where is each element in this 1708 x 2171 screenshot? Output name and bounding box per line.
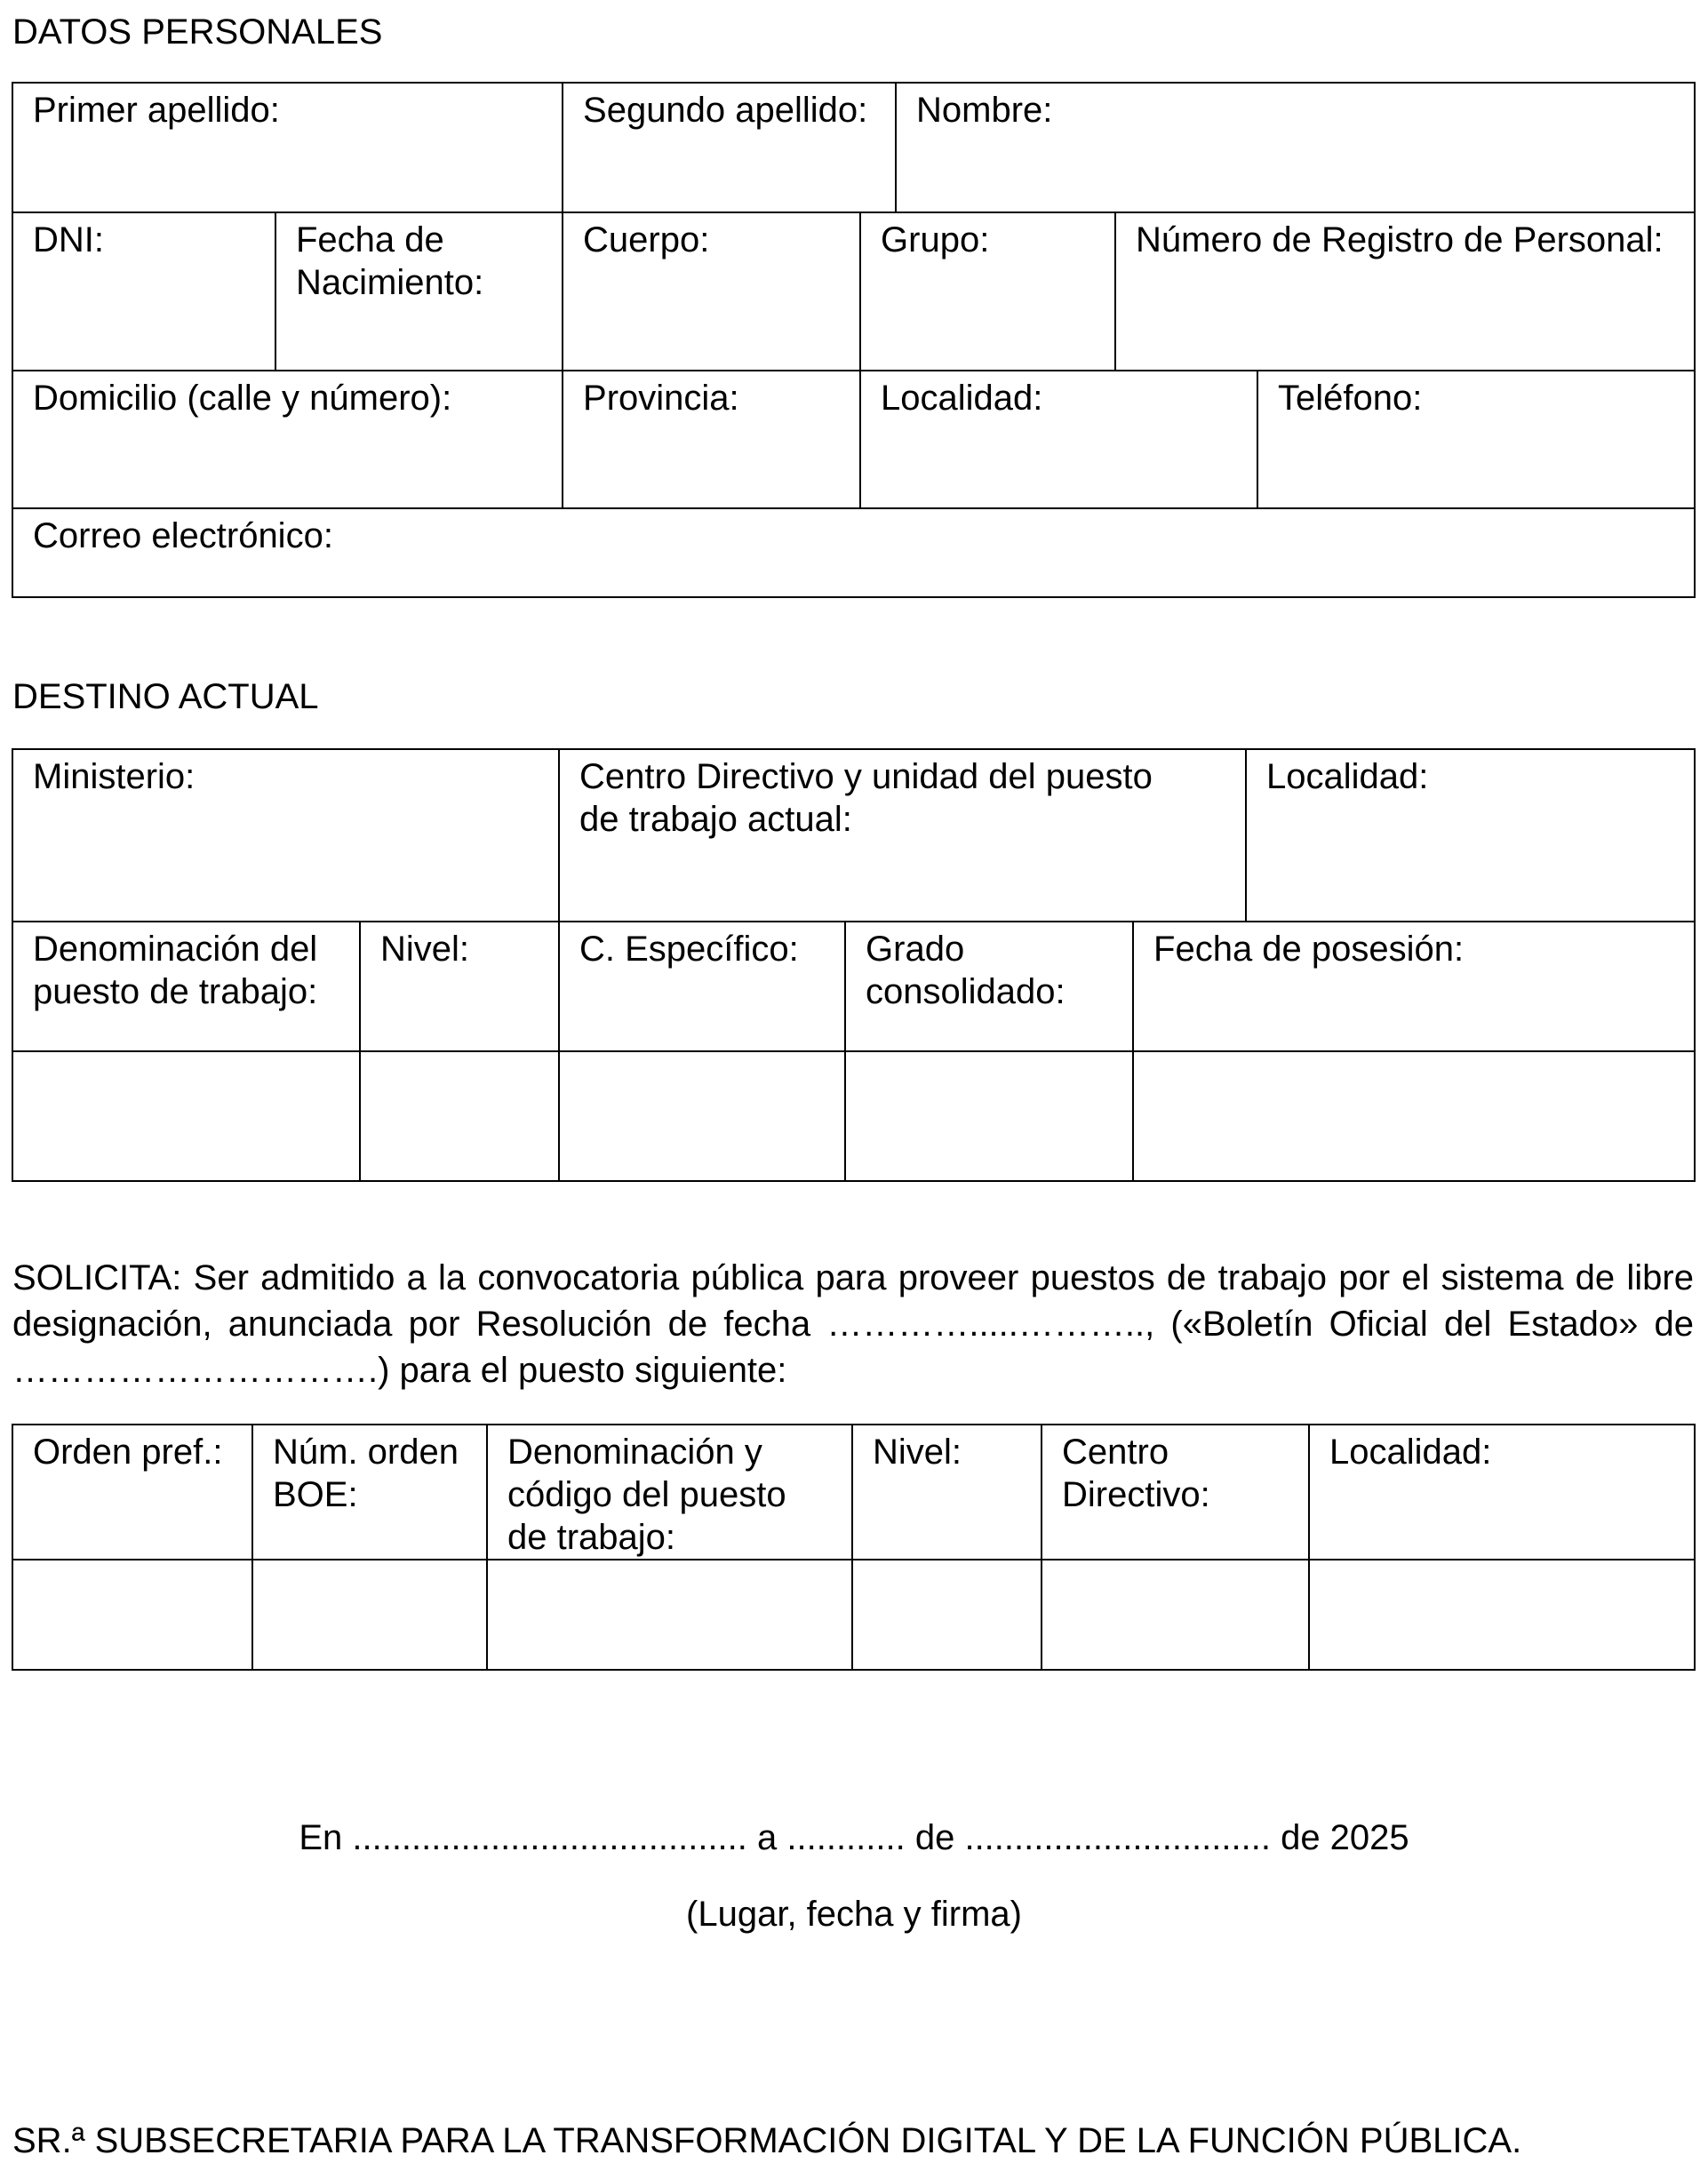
label-nivel: Nivel: <box>380 930 470 969</box>
label-centro-directivo-actual: Centro Directivo y unidad del puesto de trabajo actual: <box>579 757 1153 839</box>
input-grado-consolidado[interactable] <box>845 1051 1133 1181</box>
field-provincia[interactable] <box>563 371 860 508</box>
lugar-fecha-line: En ........................................ a ............ de ............................... de 2025 <box>299 1818 1409 1857</box>
section-heading-destino-actual: DESTINO ACTUAL <box>12 677 319 716</box>
field-localidad-destino[interactable] <box>1246 749 1695 922</box>
field-nombre[interactable] <box>896 83 1695 212</box>
label-num-orden-boe: Núm. orden BOE: <box>273 1433 459 1514</box>
field-domicilio[interactable] <box>12 371 563 508</box>
field-fecha-nacimiento[interactable] <box>275 212 563 371</box>
label-fecha-nacimiento: Fecha de Nacimiento: <box>296 220 484 302</box>
label-dni: DNI: <box>33 220 104 259</box>
addressee-footer: SR.ª SUBSECRETARIA PARA LA TRANSFORMACIÓN DIGITAL Y DE LA FUNCIÓN PÚBLICA. <box>12 2121 1522 2160</box>
puesto-solicitado-table <box>12 1424 1696 1671</box>
field-localidad[interactable] <box>860 371 1257 508</box>
label-numero-registro-personal: Número de Registro de Personal: <box>1136 220 1664 259</box>
label-domicilio: Domicilio (calle y número): <box>33 379 452 418</box>
header-centro-directivo <box>1042 1425 1309 1560</box>
label-fecha-posesion: Fecha de posesión: <box>1153 930 1465 969</box>
label-nivel-puesto: Nivel: <box>873 1433 962 1472</box>
header-c-especifico <box>559 922 845 1051</box>
input-nivel[interactable] <box>360 1051 559 1181</box>
label-telefono: Teléfono: <box>1278 379 1423 418</box>
field-segundo-apellido[interactable] <box>563 83 896 212</box>
input-nivel-puesto[interactable] <box>852 1560 1042 1670</box>
label-grado-consolidado: Grado consolidado: <box>866 930 1066 1011</box>
field-centro-directivo-actual[interactable] <box>559 749 1246 922</box>
label-orden-pref: Orden pref.: <box>33 1433 223 1472</box>
header-denominacion-puesto <box>12 922 360 1051</box>
header-grado-consolidado <box>845 922 1133 1051</box>
input-centro-directivo[interactable] <box>1042 1560 1309 1670</box>
label-localidad-puesto: Localidad: <box>1329 1433 1492 1472</box>
label-segundo-apellido: Segundo apellido: <box>583 91 868 130</box>
section-heading-datos-personales: DATOS PERSONALES <box>12 12 383 52</box>
input-denominacion-codigo[interactable] <box>487 1560 852 1670</box>
header-fecha-posesion <box>1133 922 1695 1051</box>
header-num-orden-boe <box>252 1425 487 1560</box>
label-localidad-destino: Localidad: <box>1266 757 1429 796</box>
field-dni[interactable] <box>12 212 275 371</box>
label-primer-apellido: Primer apellido: <box>33 91 280 130</box>
input-denominacion-puesto[interactable] <box>12 1051 360 1181</box>
label-localidad: Localidad: <box>881 379 1043 418</box>
label-provincia: Provincia: <box>583 379 739 418</box>
firma-caption: (Lugar, fecha y firma) <box>686 1895 1022 1934</box>
label-grupo: Grupo: <box>881 220 990 259</box>
header-orden-pref <box>12 1425 252 1560</box>
solicita-paragraph: SOLICITA: Ser admitido a la convocatoria pública para proveer puestos de trabajo por el sistema de libre designación, anunciada por Resolución de fecha ………….....……….., («Boletín Oficial del Estado» de ………………………….) para el puesto siguiente: <box>12 1258 1694 1390</box>
input-c-especifico[interactable] <box>559 1051 845 1181</box>
header-denominacion-codigo <box>487 1425 852 1560</box>
input-fecha-posesion[interactable] <box>1133 1051 1695 1181</box>
destino-actual-table <box>12 748 1696 1182</box>
header-localidad-puesto <box>1309 1425 1695 1560</box>
label-denominacion-puesto: Denominación del puesto de trabajo: <box>33 930 318 1011</box>
field-numero-registro-personal[interactable] <box>1115 212 1695 371</box>
label-denominacion-codigo: Denominación y código del puesto de trabajo: <box>507 1433 786 1557</box>
field-correo-electronico[interactable] <box>12 508 1695 597</box>
field-telefono[interactable] <box>1257 371 1695 508</box>
label-ministerio: Ministerio: <box>33 757 196 796</box>
field-cuerpo[interactable] <box>563 212 860 371</box>
input-orden-pref[interactable] <box>12 1560 252 1670</box>
label-c-especifico: C. Específico: <box>579 930 799 969</box>
field-primer-apellido[interactable] <box>12 83 563 212</box>
label-centro-directivo: Centro Directivo: <box>1062 1433 1210 1514</box>
header-nivel-puesto <box>852 1425 1042 1560</box>
header-nivel <box>360 922 559 1051</box>
input-localidad-puesto[interactable] <box>1309 1560 1695 1670</box>
label-correo-electronico: Correo electrónico: <box>33 516 333 555</box>
field-grupo[interactable] <box>860 212 1115 371</box>
datos-personales-table <box>12 82 1696 598</box>
field-ministerio[interactable] <box>12 749 559 922</box>
input-num-orden-boe[interactable] <box>252 1560 487 1670</box>
label-cuerpo: Cuerpo: <box>583 220 710 259</box>
label-nombre: Nombre: <box>916 91 1053 130</box>
